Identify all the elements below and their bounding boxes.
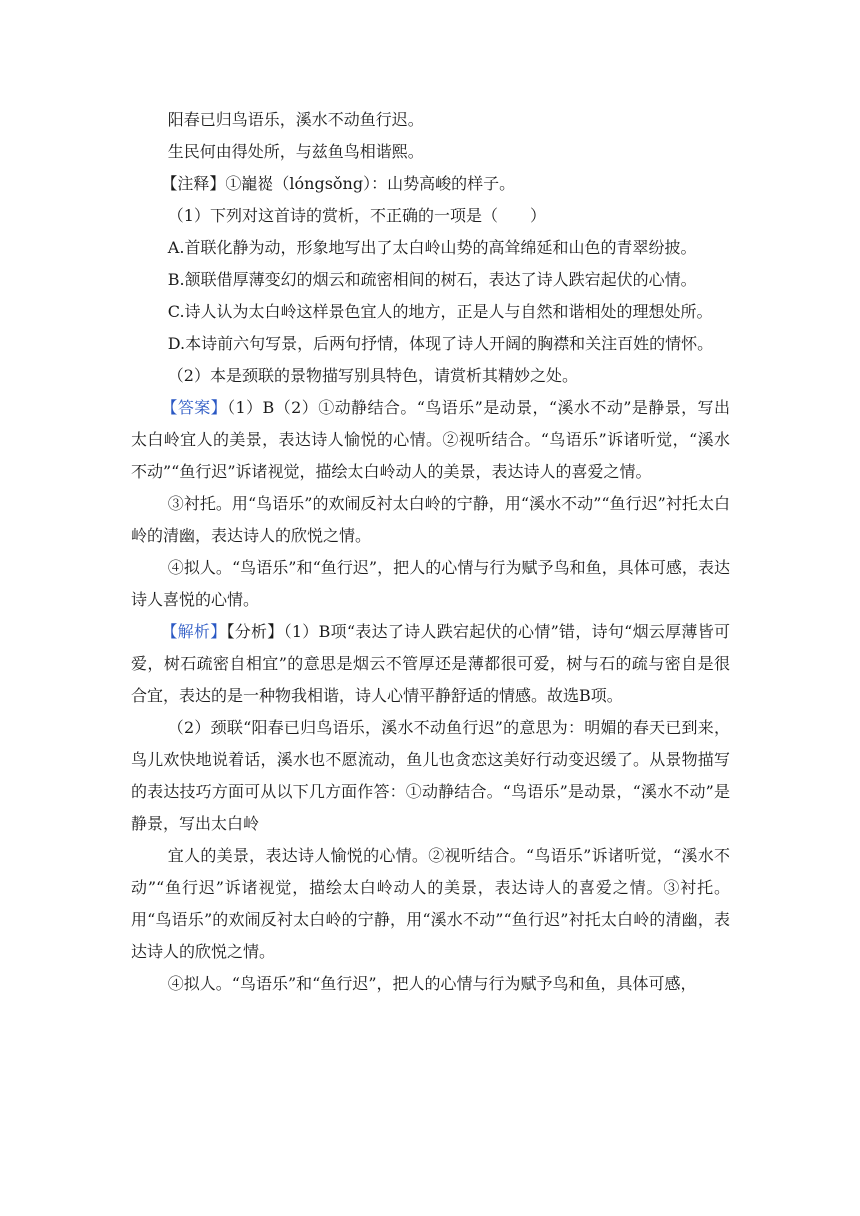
option-a: A.首联化静为动，形象地写出了太白岭山势的高耸绵延和山色的青翠纷披。 [167, 238, 697, 257]
analysis-paragraph [131, 616, 730, 712]
note-label: 【注释】 [161, 174, 226, 193]
option-d: D.本诗前六句写景，后两句抒情，体现了诗人开阔的胸襟和关注百姓的情怀。 [167, 334, 714, 353]
answer-paragraph [131, 392, 730, 488]
option-b: B.颔联借厚薄变幻的烟云和疏密相间的树石，表达了诗人跌宕起伏的心情。 [167, 270, 697, 289]
analysis-sub-label: 【分析】 [226, 622, 284, 641]
analysis-label: 【解析】 [161, 622, 227, 641]
answer-point-3: ③衬托。用“鸟语乐”的欢闹反衬太白岭的宁静，用“溪水不动”“鱼行迟”衬托太白岭的清幽，表达诗人的欣悦之情。 [131, 494, 730, 545]
question-2-stem: （2）本是颈联的景物描写别具特色，请赏析其精妙之处。 [167, 366, 578, 385]
analysis-text-1: （1）B项“表达了诗人跌宕起伏的心情”错，诗句“烟云厚薄皆可爱，树石疏密自相宜”的意思是烟云不管厚还是薄都很可爱，树与石的疏与密自是很合宜，表达的是一种物我相谐，诗人心情平静舒适的情感。故选B项。 [131, 622, 730, 705]
note-text: ①巃嵸（lóngsǒng）：山势高峻的样子。 [225, 174, 516, 193]
answer-text: （1）B（2）①动静结合。“鸟语乐”是动景，“溪水不动”是静景，写出太白岭宜人的美景，表达诗人愉悦的心情。②视听结合。“鸟语乐”诉诸听觉，“溪水不动”“鱼行迟”诉诸视觉，描绘太白岭动人的美景，表达诗人的喜爱之情。 [131, 398, 730, 481]
answer-point-4: ④拟人。“鸟语乐”和“鱼行迟”，把人的心情与行为赋予鸟和鱼，具体可感，表达诗人喜悦的心情。 [131, 558, 730, 609]
note-paragraph [131, 168, 730, 200]
option-c: C.诗人认为太白岭这样景色宜人的地方，正是人与自然和谐相处的理想处所。 [167, 302, 713, 321]
analysis-text-4: ④拟人。“鸟语乐”和“鱼行迟”，把人的心情与行为赋予鸟和鱼，具体可感， [167, 974, 697, 993]
answer-label: 【答案】 [161, 398, 228, 417]
poem-line: 阳春已归鸟语乐，溪水不动鱼行迟。 [167, 110, 424, 129]
poem-line: 生民何由得处所，与兹鱼鸟相谐熙。 [167, 142, 424, 161]
question-1-stem: （1）下列对这首诗的赏析，不正确的一项是（ ） [167, 206, 546, 225]
analysis-text-2: （2）颈联“阳春已归鸟语乐，溪水不动鱼行迟”的意思为：明媚的春天已到来，鸟儿欢快地说着话，溪水也不愿流动，鱼儿也贪恋这美好行动变迟缓了。从景物描写的表达技巧方面可从以下几方面作答：①动静结合。“鸟语乐”是动景，“溪水不动”是静景，写出太白岭 [131, 718, 730, 833]
analysis-text-3: 宜人的美景，表达诗人愉悦的心情。②视听结合。“鸟语乐”诉诸听觉，“溪水不动”“鱼行迟”诉诸视觉，描绘太白岭动人的美景，表达诗人的喜爱之情。③衬托。用“鸟语乐”的欢闹反衬太白岭的宁静，用“溪水不动”“鱼行迟”衬托太白岭的清幽，表达诗人的欣悦之情。 [131, 846, 730, 961]
